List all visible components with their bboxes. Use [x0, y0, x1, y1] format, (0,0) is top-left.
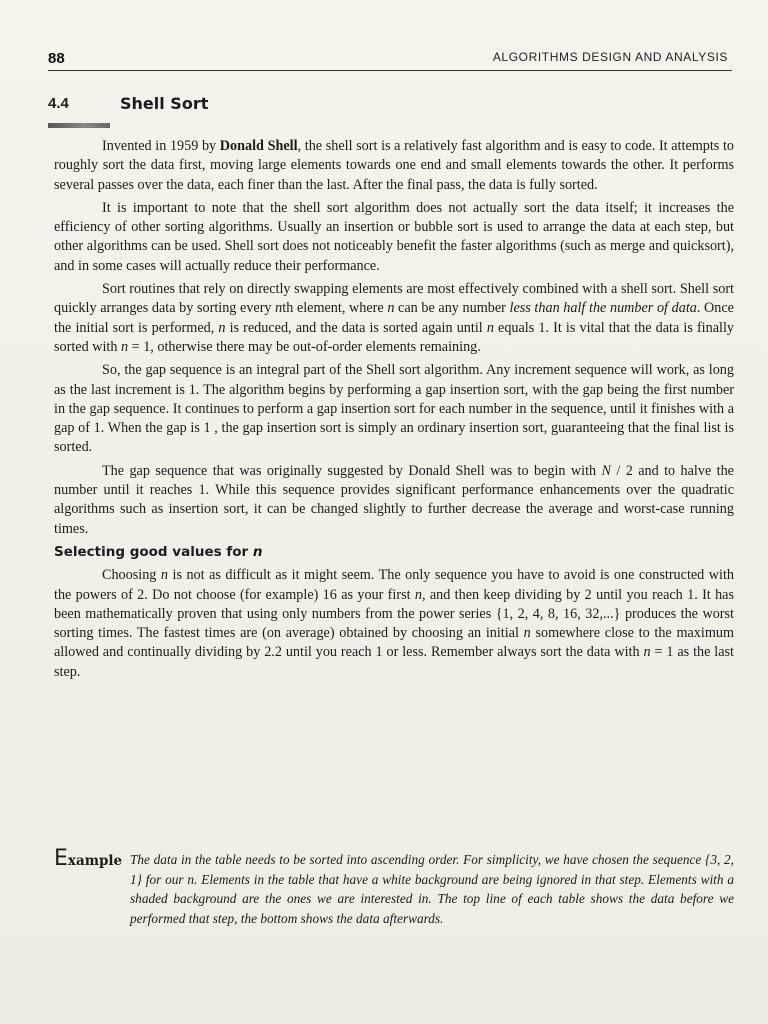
page-number: 88 [48, 50, 65, 67]
variable-n: n [275, 300, 283, 317]
text-run: . Once the initial sort is performed, [54, 300, 734, 336]
variable-n: n [414, 586, 422, 603]
example-block [54, 846, 734, 928]
header-rule [48, 70, 732, 71]
text-run: / 2 and to halve the number until it reaches 1. While this sequence provides significant performance enhancements over the quadratic algorithms such as insertion sort, it can be changed slightly to further decrease the average and worst-case running times. [54, 462, 734, 537]
variable-n: n [643, 644, 651, 661]
example-label [54, 846, 130, 871]
body-text [54, 137, 734, 686]
text-run: = 1 as the last step. [54, 644, 735, 680]
variable-n: n [218, 319, 226, 336]
example-label-rest: xample [67, 853, 123, 869]
text-run: Selecting good values for [54, 543, 253, 560]
variable-n: n [486, 319, 494, 336]
text-run: Sort routines that rely on directly swapping elements are most effectively combined with a shell sort. Shell sort quickly arranges data by sorting every [54, 281, 734, 317]
text-run: is not as difficult as it might seem. The only sequence you have to avoid is one constructed with the powers of 2. Do not choose (for example) 16 as your first [54, 567, 735, 603]
text-run: , and then keep dividing by 2 until you reach 1. It has been mathematically proven that using only numbers from the power series {1, 2, 4, 8, 16, 32,...} produces the worst sorting times. The fastest times are (on average) obtained by choosing an initial [54, 586, 734, 642]
paragraph-original-sequence [54, 462, 734, 539]
text-run: th element, where [282, 300, 388, 317]
emphasis-text: less than half the number of data [509, 300, 697, 317]
section-title: Shell Sort [120, 94, 209, 113]
paragraph-gap-sequence: So, the gap sequence is an integral part of the Shell sort algorithm. Any increment sequence will work, as long as the last increment is 1. The algorithm begins by performing a gap insertion sort, with the gap being the first number in the gap sequence. It continues to perform a gap insertion sort for each number in the sequence, until it finishes with a gap of 1. When the gap is 1 , the gap insertion sort is simply an ordinary insertion sort, guaranteeing that the final list is sorted. [54, 362, 734, 456]
section-underline-bar [48, 123, 110, 128]
paragraph-intro [54, 137, 734, 195]
paragraph-efficiency: It is important to note that the shell sort algorithm does not actually sort the data itself; it increases the efficiency of other sorting algorithms. Usually an insertion or bubble sort is used to arrange the data at each step, but other algorithms can be used. Shell sort does not noticeably benefit the faster algorithms (such as merge and quicksort), and in some cases will actually reduce their performance. [54, 199, 734, 274]
variable-n: n [387, 300, 395, 317]
text-run: , the shell sort is a relatively fast algorithm and is easy to code. It attempts to roughly sort the data first, moving large elements towards one end and small elements towards the other. It performs several passes over the data, each finer than the last. After the final pass, the data is fully sorted. [54, 138, 735, 193]
variable-n: n [121, 338, 129, 355]
variable-n: n [523, 625, 531, 642]
author-name: Donald Shell [219, 138, 298, 154]
example-text: The data in the table needs to be sorted into ascending order. For simplicity, we have chosen the sequence {3, 2, 1} for our n. Elements in the table that have a white background are being ignored in that step. Elements with a shaded background are the ones we are interested in. The top line of each table shows the data before we performed that step, the bottom shows the data afterwards. [130, 852, 734, 926]
text-run: Choosing [102, 567, 161, 584]
text-run: = 1, otherwise there may be out-of-order elements remaining. [128, 338, 481, 355]
variable-N: N [601, 462, 611, 479]
variable-n: n [252, 543, 263, 560]
text-run: is reduced, and the data is sorted again until [225, 319, 487, 336]
text-run: Invented in 1959 by [102, 138, 220, 154]
variable-n: n [160, 567, 168, 584]
example-label-initial: E [54, 846, 68, 871]
section-number: 4.4 [48, 95, 69, 112]
paragraph-swapping [54, 280, 734, 357]
text-run: The gap sequence that was originally suggested by Donald Shell was to begin with [102, 462, 602, 479]
text-run: somewhere close to the maximum allowed and continually dividing by 2.2 until you reach 1 or less. Remember always sort the data with [54, 625, 734, 661]
text-run: equals 1. It is vital that the data is finally sorted with [54, 319, 734, 355]
text-run: can be any number [394, 300, 510, 317]
running-head: ALGORITHMS DESIGN AND ANALYSIS [492, 50, 728, 64]
subsection-heading [54, 543, 734, 562]
paragraph-selecting-values [54, 566, 734, 682]
